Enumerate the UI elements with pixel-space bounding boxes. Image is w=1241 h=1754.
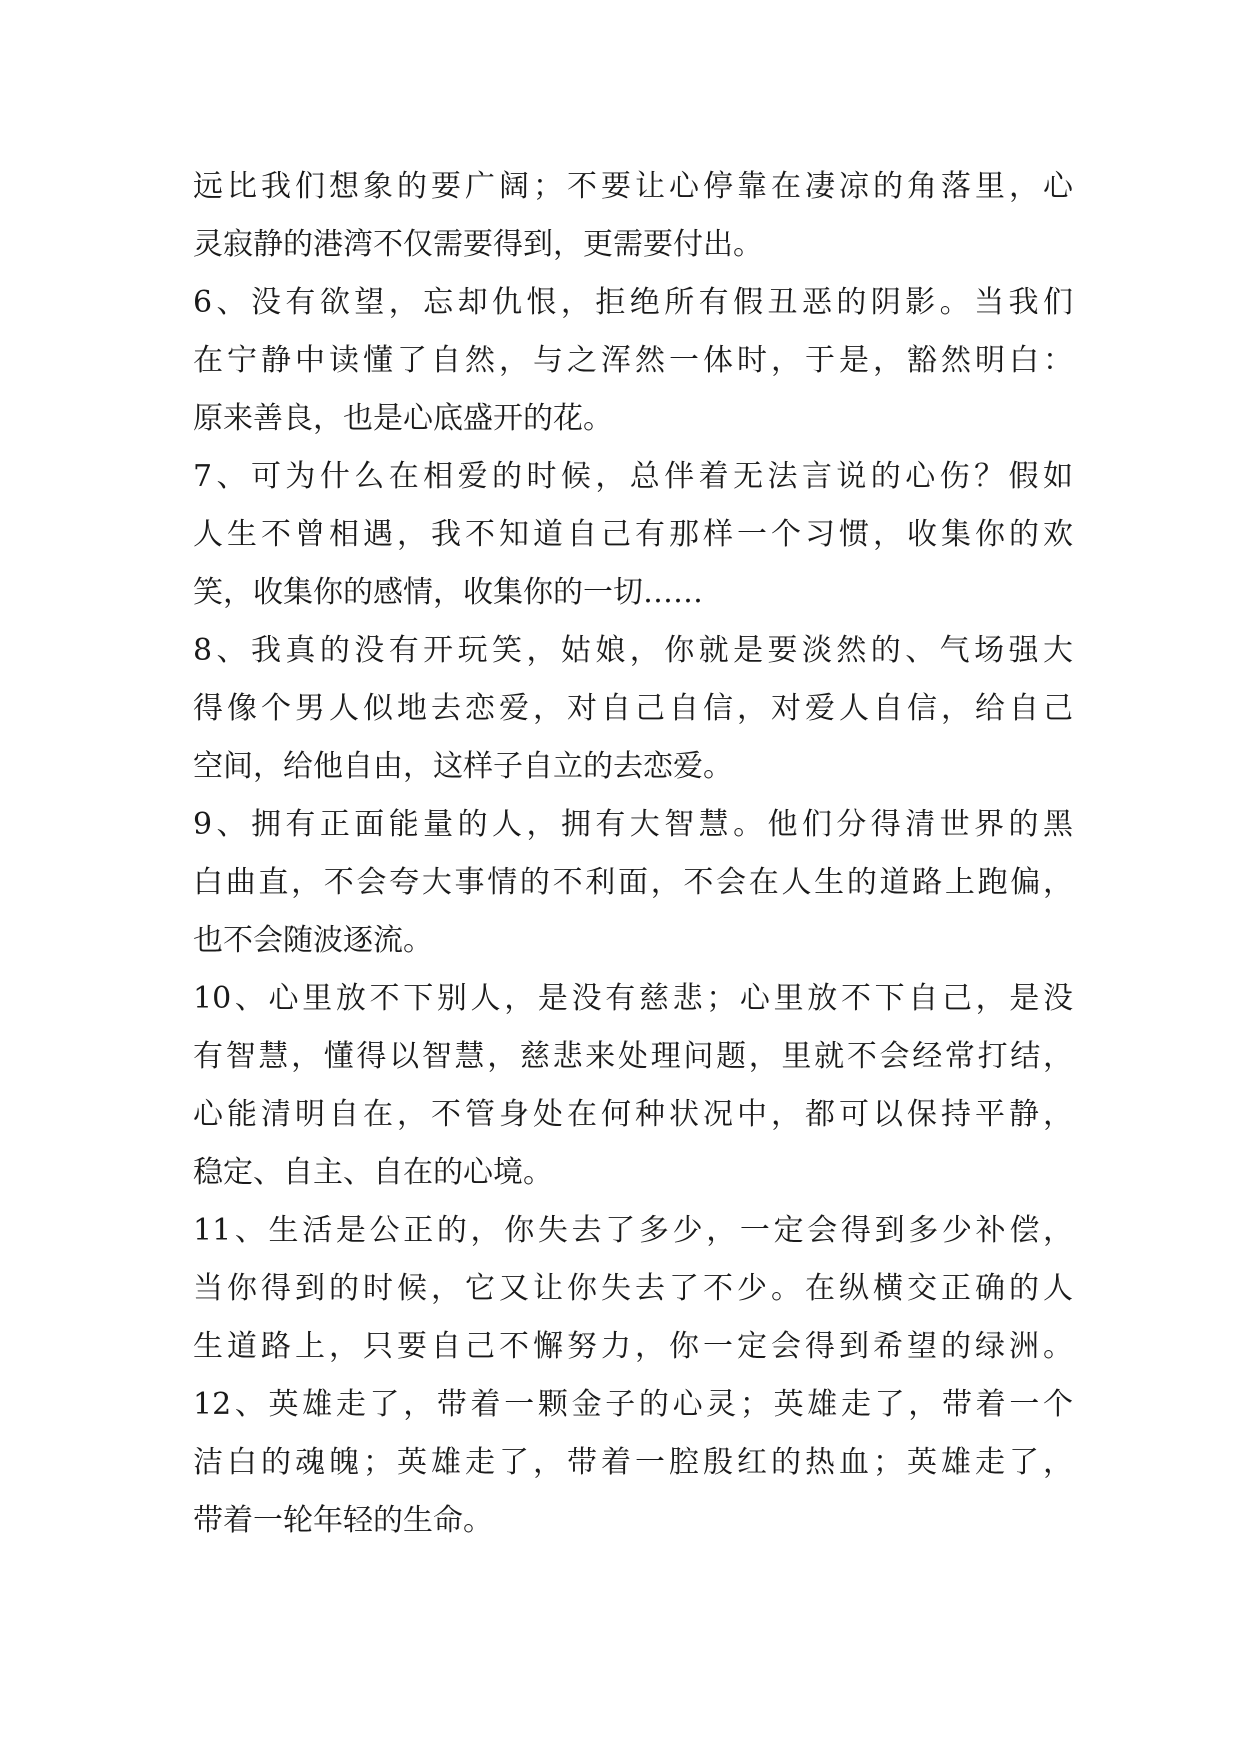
text-line: 6、没有欲望，忘却仇恨，拒绝所有假丑恶的阴影。当我们 xyxy=(193,285,1073,320)
text-line: 11、生活是公正的，你失去了多少，一定会得到多少补偿， xyxy=(193,1213,1073,1248)
text-line: 9、拥有正面能量的人，拥有大智慧。他们分得清世界的黑 xyxy=(193,807,1073,842)
text-line: 笑，收集你的感情，收集你的一切…… xyxy=(193,575,703,610)
text-line: 有智慧，懂得以智慧，慈悲来处理问题，里就不会经常打结， xyxy=(193,1039,1073,1074)
text-line: 灵寂静的港湾不仅需要得到，更需要付出。 xyxy=(193,227,763,262)
text-line: 带着一轮年轻的生命。 xyxy=(193,1503,493,1538)
text-line: 空间，给他自由，这样子自立的去恋爱。 xyxy=(193,749,733,784)
text-line: 远比我们想象的要广阔；不要让心停靠在凄凉的角落里，心 xyxy=(193,169,1073,204)
text-line: 当你得到的时候，它又让你失去了不少。在纵横交正确的人 xyxy=(193,1271,1073,1306)
text-line: 12、英雄走了，带着一颗金子的心灵；英雄走了，带着一个 xyxy=(193,1387,1073,1422)
text-line: 8、我真的没有开玩笑，姑娘，你就是要淡然的、气场强大 xyxy=(193,633,1073,668)
body-text xyxy=(193,158,1073,1550)
text-line: 生道路上，只要自己不懈努力，你一定会得到希望的绿洲。 xyxy=(193,1329,1073,1364)
text-line: 也不会随波逐流。 xyxy=(193,923,433,958)
text-line: 在宁静中读懂了自然，与之浑然一体时，于是，豁然明白： xyxy=(193,343,1073,378)
text-line: 得像个男人似地去恋爱，对自己自信，对爱人自信，给自己 xyxy=(193,691,1073,726)
text-line: 洁白的魂魄；英雄走了，带着一腔殷红的热血；英雄走了， xyxy=(193,1445,1073,1480)
text-line: 白曲直，不会夸大事情的不利面，不会在人生的道路上跑偏， xyxy=(193,865,1073,900)
text-line: 10、心里放不下别人，是没有慈悲；心里放不下自己，是没 xyxy=(193,981,1073,1016)
text-line: 原来善良，也是心底盛开的花。 xyxy=(193,401,613,436)
text-line: 人生不曾相遇，我不知道自己有那样一个习惯，收集你的欢 xyxy=(193,517,1073,552)
text-line: 心能清明自在，不管身处在何种状况中，都可以保持平静， xyxy=(193,1097,1073,1132)
text-line: 7、可为什么在相爱的时候，总伴着无法言说的心伤？假如 xyxy=(193,459,1073,494)
text-line: 稳定、自主、自在的心境。 xyxy=(193,1155,553,1190)
